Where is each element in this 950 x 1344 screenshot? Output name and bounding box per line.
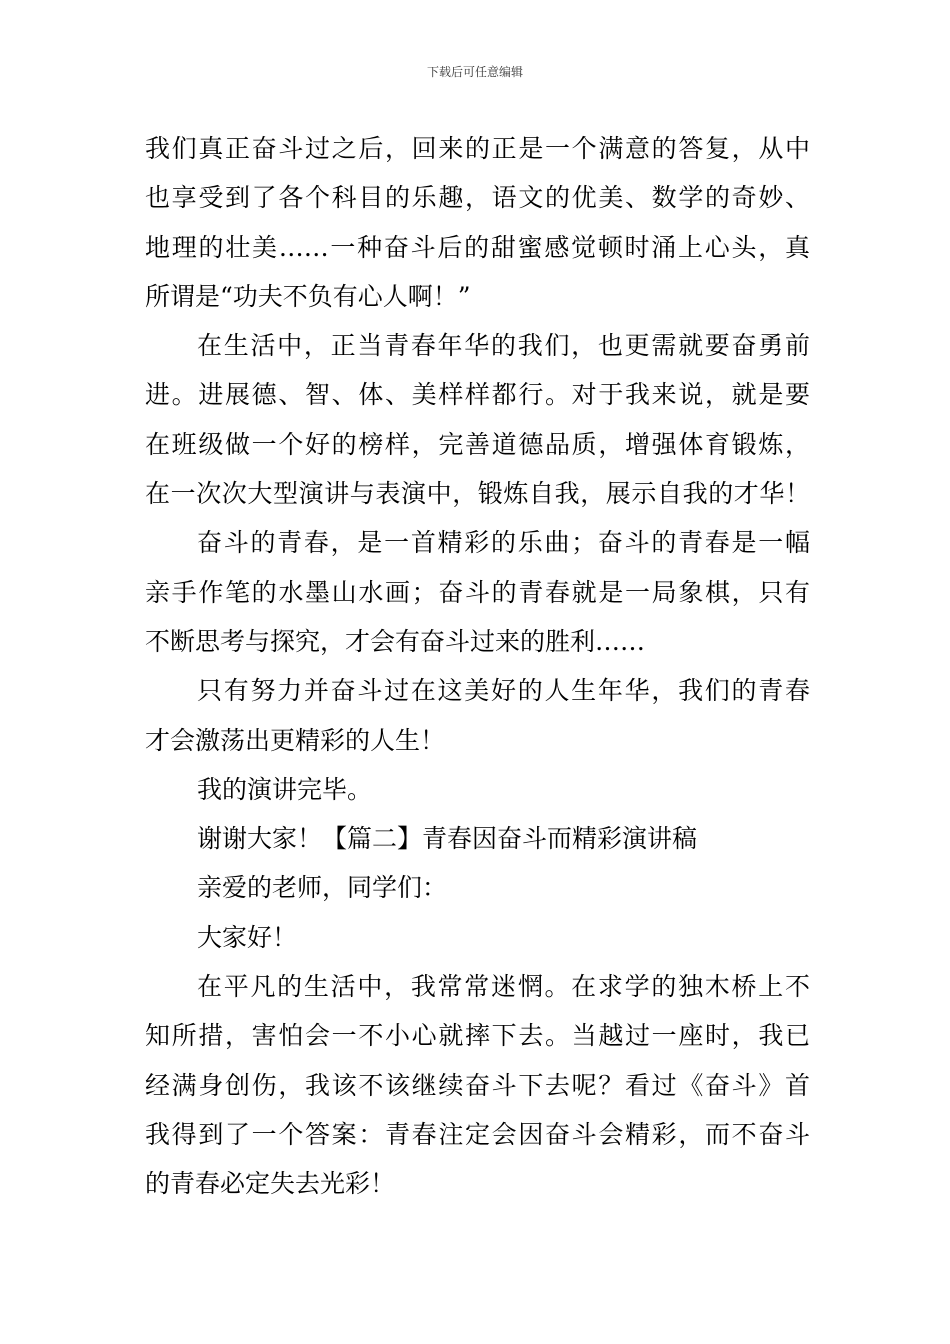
text-line: 才会激荡出更精彩的人生！ xyxy=(145,725,446,755)
text-line: 亲手作笔的水墨山水画；奋斗的青春就是一局象棋，只有 xyxy=(145,577,810,607)
text-line: 进。进展德、智、体、美样样都行。对于我来说，就是要 xyxy=(145,380,810,410)
page-header: 下载后可任意编辑 xyxy=(426,65,523,79)
text-line: 在班级做一个好的榜样，完善道德品质，增强体育锻炼， xyxy=(145,429,810,459)
text-line: 大家好！ xyxy=(197,922,298,952)
text-line: 地理的壮美……一种奋斗后的甜蜜感觉顿时涌上心头，真 xyxy=(145,232,810,262)
text-line: 谢谢大家！【篇二】青春因奋斗而精彩演讲稿 xyxy=(197,824,698,854)
text-line: 亲爱的老师，同学们： xyxy=(197,873,448,903)
text-line: 也享受到了各个科目的乐趣，语文的优美、数学的奇妙、 xyxy=(145,183,810,213)
text-line: 只有努力并奋斗过在这美好的人生年华，我们的青春 xyxy=(197,676,810,706)
text-line: 所谓是“功夫不负有心人啊！” xyxy=(145,281,471,311)
text-line: 知所措，害怕会一不小心就摔下去。当越过一座时，我已 xyxy=(145,1021,810,1051)
text-line: 经满身创伤，我该不该继续奋斗下去呢？看过《奋斗》首 xyxy=(145,1070,810,1100)
text-line: 不断思考与探究，才会有奋斗过来的胜利…… xyxy=(145,626,646,656)
text-line: 我的演讲完毕。 xyxy=(197,774,373,804)
text-line: 在平凡的生活中，我常常迷惘。在求学的独木桥上不 xyxy=(197,972,810,1002)
text-line: 在生活中，正当青春年华的我们，也更需就要奋勇前 xyxy=(197,331,810,361)
text-line: 奋斗的青春，是一首精彩的乐曲；奋斗的青春是一幅 xyxy=(197,528,810,558)
text-line: 我得到了一个答案：青春注定会因奋斗会精彩，而不奋斗 xyxy=(145,1119,810,1149)
text-line: 我们真正奋斗过之后，回来的正是一个满意的答复，从中 xyxy=(145,134,810,163)
document-body xyxy=(145,124,810,1209)
text-line: 在一次次大型演讲与表演中，锻炼自我，展示自我的才华！ xyxy=(145,479,810,509)
text-line: 的青春必定失去光彩！ xyxy=(145,1169,396,1199)
